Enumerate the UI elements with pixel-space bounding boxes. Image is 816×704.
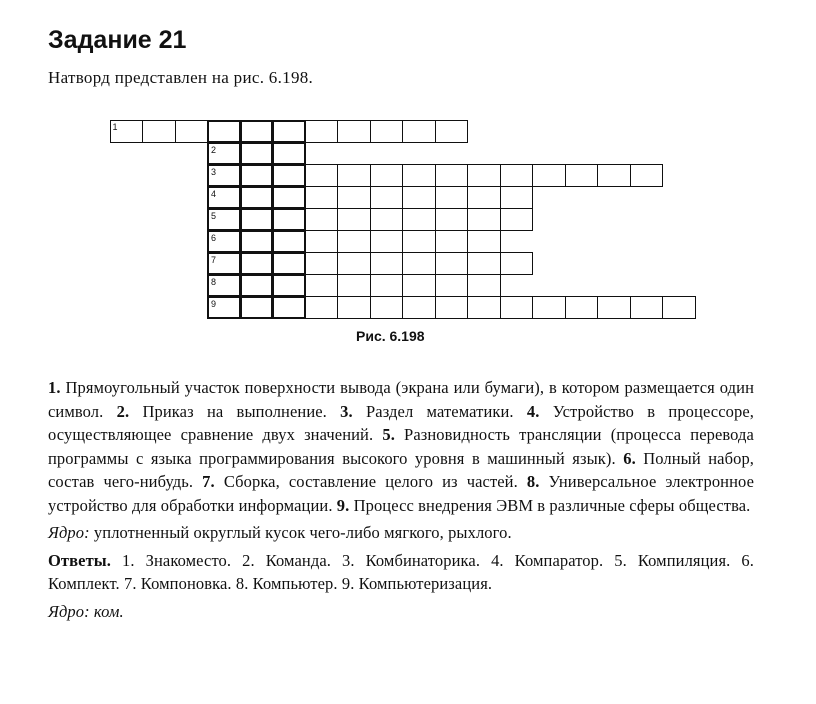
row-number: 6 <box>211 233 217 243</box>
crossword-cell <box>370 296 404 319</box>
crossword-cell <box>467 296 501 319</box>
crossword-cell <box>337 296 371 319</box>
crossword-cell <box>402 274 436 297</box>
answer-text: Компаратор. <box>514 550 604 570</box>
crossword-cell <box>500 208 534 231</box>
clue-text: Сборка, составление целого из частей. <box>223 472 518 491</box>
answer-text: Компьютеризация. <box>358 574 493 593</box>
crossword-cell <box>305 120 339 143</box>
answer-number: 3. <box>342 550 355 570</box>
crossword-cell <box>337 252 371 275</box>
crossword-cell <box>565 164 599 187</box>
row-number: 2 <box>211 145 217 155</box>
crossword-core-cell <box>207 186 241 209</box>
core-answer-label: Ядро: <box>48 601 90 621</box>
crossword-cell <box>402 120 436 143</box>
crossword-cell <box>370 208 404 231</box>
answers-paragraph <box>48 549 754 596</box>
crossword-cell <box>402 252 436 275</box>
intro-text: Натворд представлен на рис. 6.198. <box>48 68 314 87</box>
crossword-cell <box>467 274 501 297</box>
crossword-core-cell <box>240 274 274 297</box>
core-answer-text: ком. <box>93 601 124 621</box>
crossword-core-cell <box>207 120 241 143</box>
crossword-cell <box>305 274 339 297</box>
clue-number: 7. <box>202 472 215 491</box>
crossword-cell <box>305 208 339 231</box>
crossword-core-cell <box>240 208 274 231</box>
task-title: Задание 21 <box>48 26 187 54</box>
crossword-cell <box>597 296 631 319</box>
crossword-core-cell <box>272 274 306 297</box>
crossword-cell <box>467 186 501 209</box>
crossword-core-cell <box>240 296 274 319</box>
crossword-core-cell <box>240 142 274 165</box>
crossword-cell <box>532 296 566 319</box>
crossword-core-cell <box>272 164 306 187</box>
crossword-cell <box>435 230 469 253</box>
crossword-core-cell <box>272 296 306 319</box>
crossword-core-cell <box>272 252 306 275</box>
crossword-core-cell <box>272 142 306 165</box>
crossword-cell <box>402 230 436 253</box>
core-clue-text: уплотненный округлый кусок чего-либо мягкого, рыхлого. <box>93 523 512 542</box>
crossword-cell <box>597 164 631 187</box>
crossword-core-cell <box>272 230 306 253</box>
crossword-cell <box>370 120 404 143</box>
crossword-cell <box>500 252 534 275</box>
row-number: 3 <box>211 167 217 177</box>
crossword-core-cell <box>207 208 241 231</box>
crossword-cell <box>435 296 469 319</box>
answers-label: Ответы. <box>48 550 111 570</box>
crossword-cell <box>467 252 501 275</box>
crossword-cell <box>305 164 339 187</box>
core-clue-label: Ядро: <box>48 523 90 542</box>
clue-number: 9. <box>336 495 350 515</box>
row-number: 9 <box>211 299 217 309</box>
crossword-cell <box>337 230 371 253</box>
crossword-core-cell <box>272 186 306 209</box>
crossword-cell <box>500 296 534 319</box>
crossword-core-cell <box>207 252 241 275</box>
clue-text: Раздел математики. <box>366 401 514 421</box>
answer-text: Компиляция. <box>637 550 731 570</box>
clue-text: Универсальное электронное устройство для обработки информации. <box>48 472 755 515</box>
answer-number: 2. <box>242 550 255 570</box>
crossword-cell <box>370 252 404 275</box>
answer-number: 1. <box>122 550 135 570</box>
crossword-cell <box>370 230 404 253</box>
row-number: 8 <box>211 277 217 287</box>
core-answer <box>48 600 754 624</box>
crossword-cell <box>337 208 371 231</box>
clue-number: 3. <box>340 401 353 421</box>
crossword-cell <box>402 208 436 231</box>
crossword-core-cell <box>207 230 241 253</box>
crossword-cell <box>175 120 209 143</box>
crossword-cell <box>630 164 664 187</box>
crossword-core-cell <box>240 164 274 187</box>
crossword-cell <box>110 120 144 143</box>
crossword-cell <box>662 296 696 319</box>
crossword-cell <box>500 186 534 209</box>
clue-text: Приказ на выполнение. <box>142 401 327 421</box>
answer-number: 6. <box>741 550 754 570</box>
clue-text: Полный набор, состав чего-нибудь. <box>48 448 755 491</box>
crossword-cell <box>402 186 436 209</box>
crossword-core-cell <box>240 230 274 253</box>
crossword-core-cell <box>207 164 241 187</box>
crossword-core-cell <box>240 186 274 209</box>
answer-text: Компоновка. <box>140 574 232 593</box>
crossword-cell <box>337 164 371 187</box>
row-number: 5 <box>211 211 217 221</box>
crossword-cell <box>565 296 599 319</box>
clue-number: 8. <box>526 472 540 491</box>
crossword-cell <box>337 120 371 143</box>
crossword-cell <box>402 164 436 187</box>
core-clue <box>48 521 754 545</box>
row-number: 4 <box>211 189 217 199</box>
crossword-core-cell <box>207 296 241 319</box>
crossword-core-cell <box>207 142 241 165</box>
clue-text: Прямоугольный участок поверхности вывода (экрана или бумаги), в котором размещается один символ. <box>48 378 754 421</box>
crossword-cell <box>370 186 404 209</box>
crossword-cell <box>370 164 404 187</box>
answer-number: 7. <box>123 574 137 593</box>
crossword-cell <box>402 296 436 319</box>
answer-number: 4. <box>491 550 504 570</box>
crossword-cell <box>305 252 339 275</box>
crossword-core-cell <box>272 208 306 231</box>
crossword-cell <box>370 274 404 297</box>
clue-number: 6. <box>623 448 636 468</box>
crossword-core-cell <box>240 252 274 275</box>
row-number: 1 <box>112 122 118 132</box>
figure-caption: Рис. 6.198 <box>356 328 425 344</box>
crossword-cell <box>532 164 566 187</box>
crossword-cell <box>337 186 371 209</box>
clue-text: Процесс внедрения ЭВМ в различные сферы общества. <box>353 495 751 515</box>
crossword-cell <box>305 230 339 253</box>
crossword-cell <box>305 296 339 319</box>
crossword-cell <box>500 164 534 187</box>
row-number: 7 <box>211 255 217 265</box>
clue-number: 5. <box>382 425 395 444</box>
answer-number: 5. <box>614 550 627 570</box>
crossword-cell <box>467 230 501 253</box>
crossword-cell <box>305 186 339 209</box>
answer-number: 9. <box>341 574 355 593</box>
answer-text: Компьютер. <box>252 574 338 593</box>
clue-number: 2. <box>116 401 130 421</box>
crossword-cell <box>435 208 469 231</box>
text-body <box>48 376 754 627</box>
crossword-cell <box>467 164 501 187</box>
crossword-cell <box>435 252 469 275</box>
crossword-cell <box>435 274 469 297</box>
crossword-cell <box>337 274 371 297</box>
crossword-core-cell <box>207 274 241 297</box>
crossword-cell <box>435 120 469 143</box>
crossword-core-cell <box>272 120 306 143</box>
answer-text: Комплект. <box>48 574 120 593</box>
crossword-cell <box>435 164 469 187</box>
answer-number: 8. <box>235 574 249 593</box>
crossword-core-cell <box>240 120 274 143</box>
crossword-cell <box>467 208 501 231</box>
answer-text: Команда. <box>265 550 331 570</box>
answer-text: Комбинаторика. <box>365 550 481 570</box>
answer-text: Знакоместо. <box>145 550 232 570</box>
clue-text: Разновидность трансляции (процесса перевода программы с языка программирования высокого уровня в машинный язык). <box>48 425 754 468</box>
clues-paragraph <box>48 376 754 517</box>
clue-text: Устройство в процессоре, осуществляющее сравнение двух значений. <box>48 401 754 444</box>
crossword-cell <box>142 120 176 143</box>
crossword-cell <box>435 186 469 209</box>
crossword-cell <box>630 296 664 319</box>
crossword-grid <box>0 0 816 340</box>
clue-number: 4. <box>526 401 540 421</box>
clue-number: 1. <box>48 378 61 397</box>
